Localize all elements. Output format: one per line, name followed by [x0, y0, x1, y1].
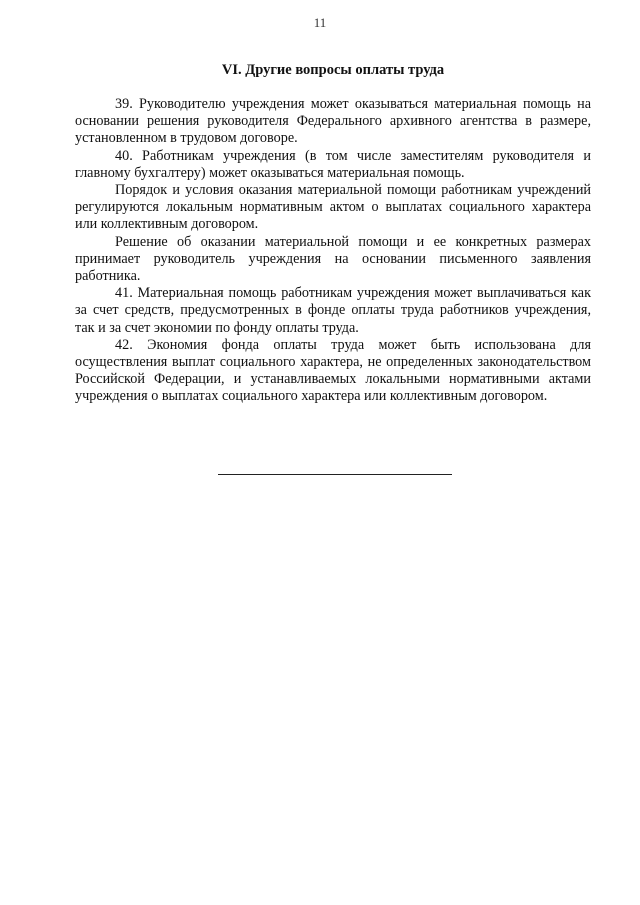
- paragraph-39: 39. Руководителю учреждения может оказываться материальная помощь на основании решения руководителя Федерального архивного агентства в размере, установленном в трудовом договоре.: [75, 96, 591, 147]
- section-title: VI. Другие вопросы оплаты труда: [221, 62, 445, 78]
- end-separator-line: [218, 474, 452, 475]
- paragraph-40: 40. Работникам учреждения (в том числе заместителям руководителя и главному бухгалтеру) может оказываться материальная помощь.: [75, 147, 591, 181]
- paragraph-procedure: Порядок и условия оказания материальной помощи работникам учреждений регулируются локальным нормативным актом о выплатах социального характера или коллективным договором.: [75, 182, 591, 233]
- paragraph-41: 41. Материальная помощь работникам учреждения может выплачиваться как за счет средств, предусмотренных в фонде оплаты труда работников учреждения, так и за счет экономии по фонду оплаты труда.: [75, 285, 591, 336]
- body-text: [75, 96, 591, 406]
- page-number: 11: [313, 15, 327, 30]
- paragraph-42: 42. Экономия фонда оплаты труда может быть использована для осуществления выплат социального характера, не определенных законодательством Российской Федерации, и устанавливаемых локальными нормативными актами учреждения о выплатах социального характера или коллективным договором.: [75, 336, 591, 405]
- paragraph-decision: Решение об оказании материальной помощи и ее конкретных размерах принимает руководитель учреждения на основании письменного заявления работника.: [75, 233, 591, 285]
